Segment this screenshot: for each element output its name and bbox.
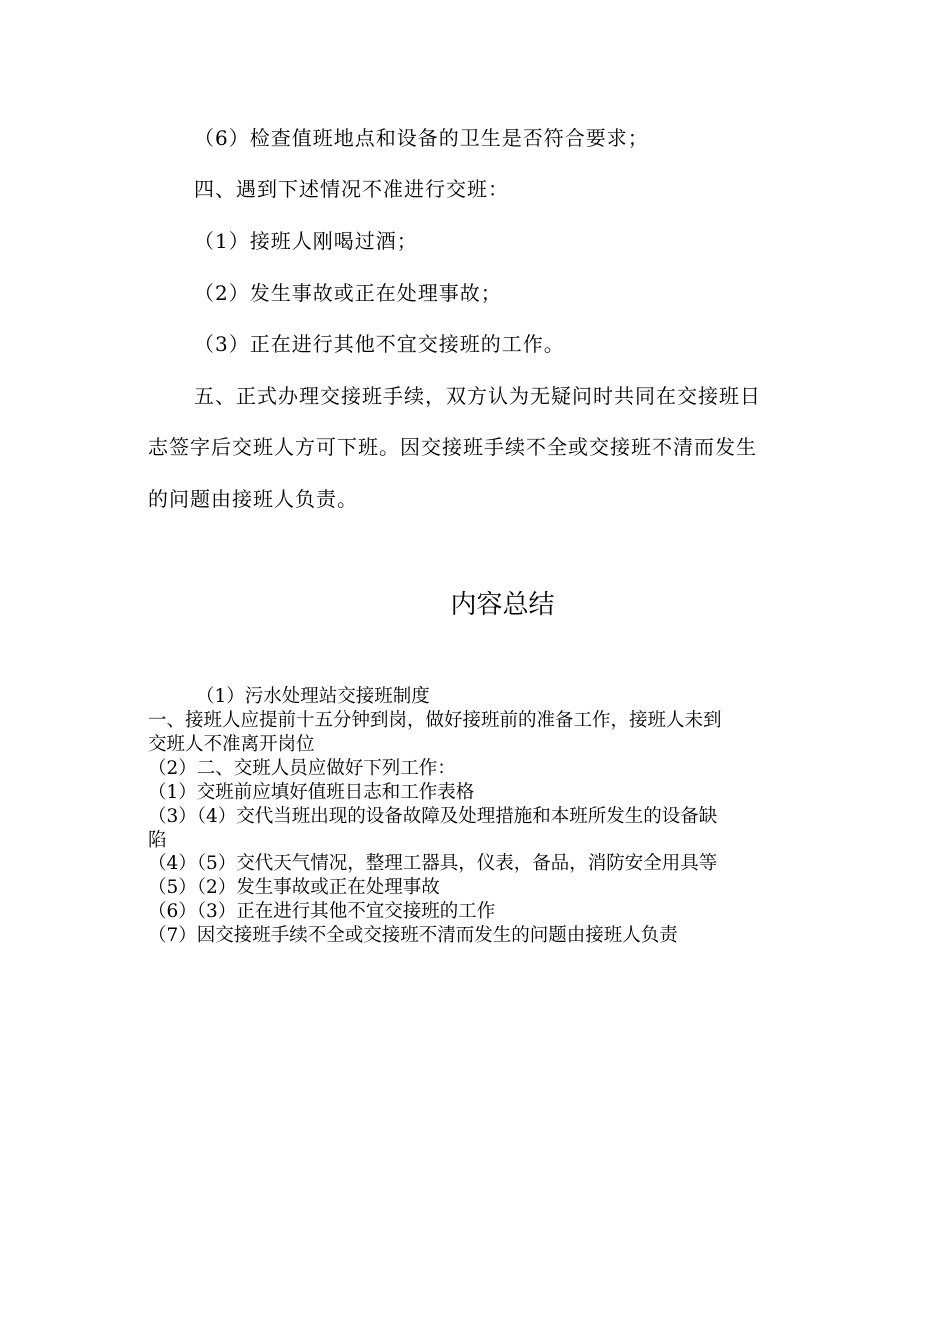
body-line: （1）接班人刚喝过酒； — [194, 229, 418, 253]
summary-line: （2）二、交班人员应做好下列工作： — [148, 758, 456, 779]
summary-title: 内容总结 — [450, 590, 555, 620]
summary-line: 交班人不准离开岗位 — [148, 734, 315, 755]
summary-line: 一、接班人应提前十五分钟到岗，做好接班前的准备工作，接班人未到 — [148, 710, 722, 731]
body-line: （2）发生事故或正在处理事故； — [194, 281, 502, 305]
summary-line: 陷 — [148, 830, 167, 851]
summary-line: （5）（2）发生事故或正在处理事故 — [148, 877, 440, 898]
body-line: 五、正式办理交接班手续，双方认为无疑问时共同在交接班日 — [194, 384, 761, 408]
summary-line: （7）因交接班手续不全或交接班不清而发生的问题由接班人负责 — [148, 925, 678, 946]
body-line: 的问题由接班人负责。 — [148, 487, 358, 511]
body-line: （3）正在进行其他不宜交接班的工作。 — [194, 332, 565, 356]
body-line: 志签字后交班人方可下班。因交接班手续不全或交接班不清而发生 — [148, 435, 757, 459]
summary-line: （6）（3）正在进行其他不宜交接班的工作 — [148, 901, 496, 922]
summary-line: （4）（5）交代天气情况，整理工器具，仪表，备品，消防安全用具等 — [148, 853, 718, 874]
body-line: （6）检查值班地点和设备的卫生是否符合要求； — [194, 126, 649, 150]
summary-line: （1）污水处理站交接班制度 — [196, 686, 430, 707]
summary-line: （1）交班前应填好值班日志和工作表格 — [148, 782, 475, 803]
body-line: 四、遇到下述情况不准进行交班： — [194, 177, 509, 201]
summary-line: （3）（4）交代当班出现的设备故障及处理措施和本班所发生的设备缺 — [148, 806, 718, 827]
